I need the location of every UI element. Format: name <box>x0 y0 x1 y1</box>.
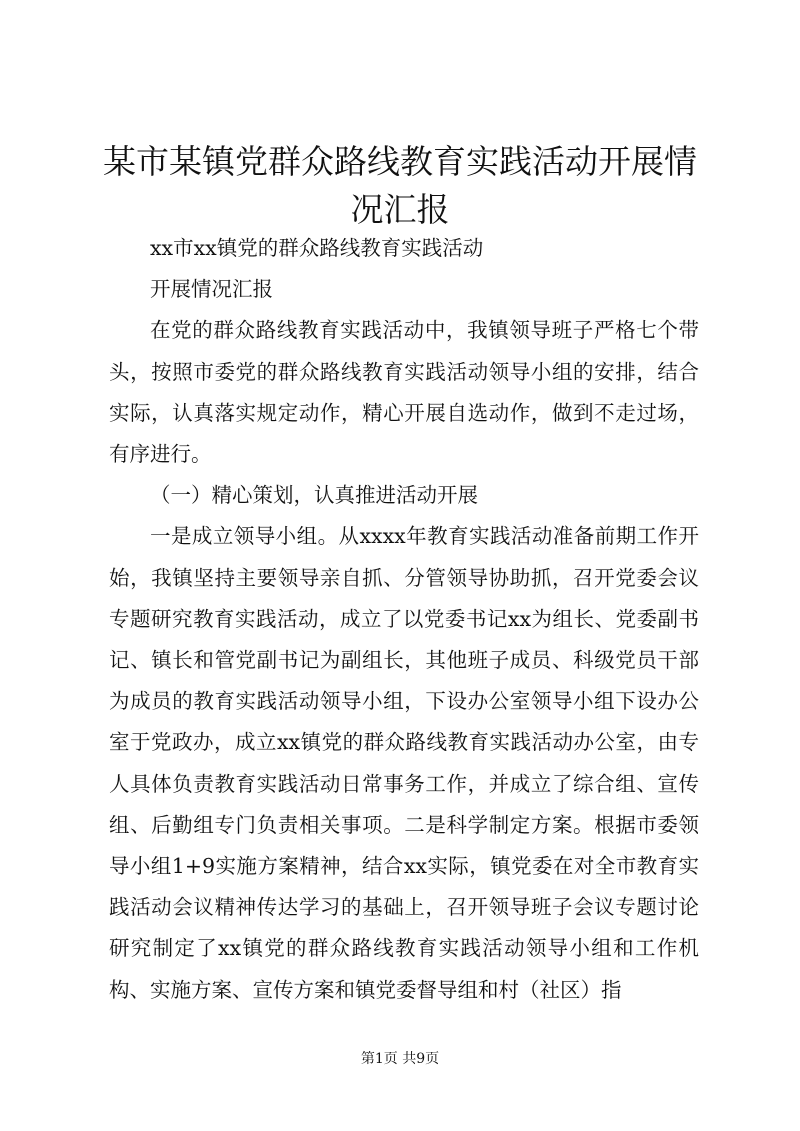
document-body <box>109 228 699 1011</box>
document-title: 某市某镇党群众路线教育实践活动开展情况汇报 <box>103 142 697 229</box>
page-footer <box>0 1049 800 1069</box>
intro-paragraph: 在党的群众路线教育实践活动中，我镇领导班子严格七个带头，按照市委党的群众路线教育实践活动领导小组的安排，结合实际，认真落实规定动作，精心开展自选动作，做到不走过场，有序进行。 <box>109 318 699 467</box>
section-heading: （一）精心策划，认真推进活动开展 <box>150 483 478 508</box>
body-paragraph: 一是成立领导小组。从xxxx年教育实践活动准备前期工作开始，我镇坚持主要领导亲自抓、分管领导协助抓，召开党委会议专题研究教育实践活动，成立了以党委书记xx为组长、党委副书记、镇长和管党副书记为副组长，其他班子成员、科级党员干部为成员的教育实践活动领导小组，下设办公室领导小组下设办公室于党政办，成立xx镇党的群众路线教育实践活动办公室，由专人具体负责教育实践活动日常事务工作，并成立了综合组、宣传组、后勤组专门负责相关事项。二是科学制定方案。根据市委领导小组1+9实施方案精神，结合xx实际，镇党委在对全市教育实践活动会议精神传达学习的基础上，召开领导班子会议专题讨论研究制定了xx镇党的群众路线教育实践活动领导小组和工作机构、实施方案、宣传方案和镇党委督导组和村（社区）指 <box>109 524 699 1002</box>
subtitle-line-2: 开展情况汇报 <box>150 277 273 302</box>
page-number: 第1页 共9页 <box>360 1051 440 1067</box>
subtitle-line-1: xx市xx镇党的群众路线教育实践活动 <box>150 236 484 260</box>
